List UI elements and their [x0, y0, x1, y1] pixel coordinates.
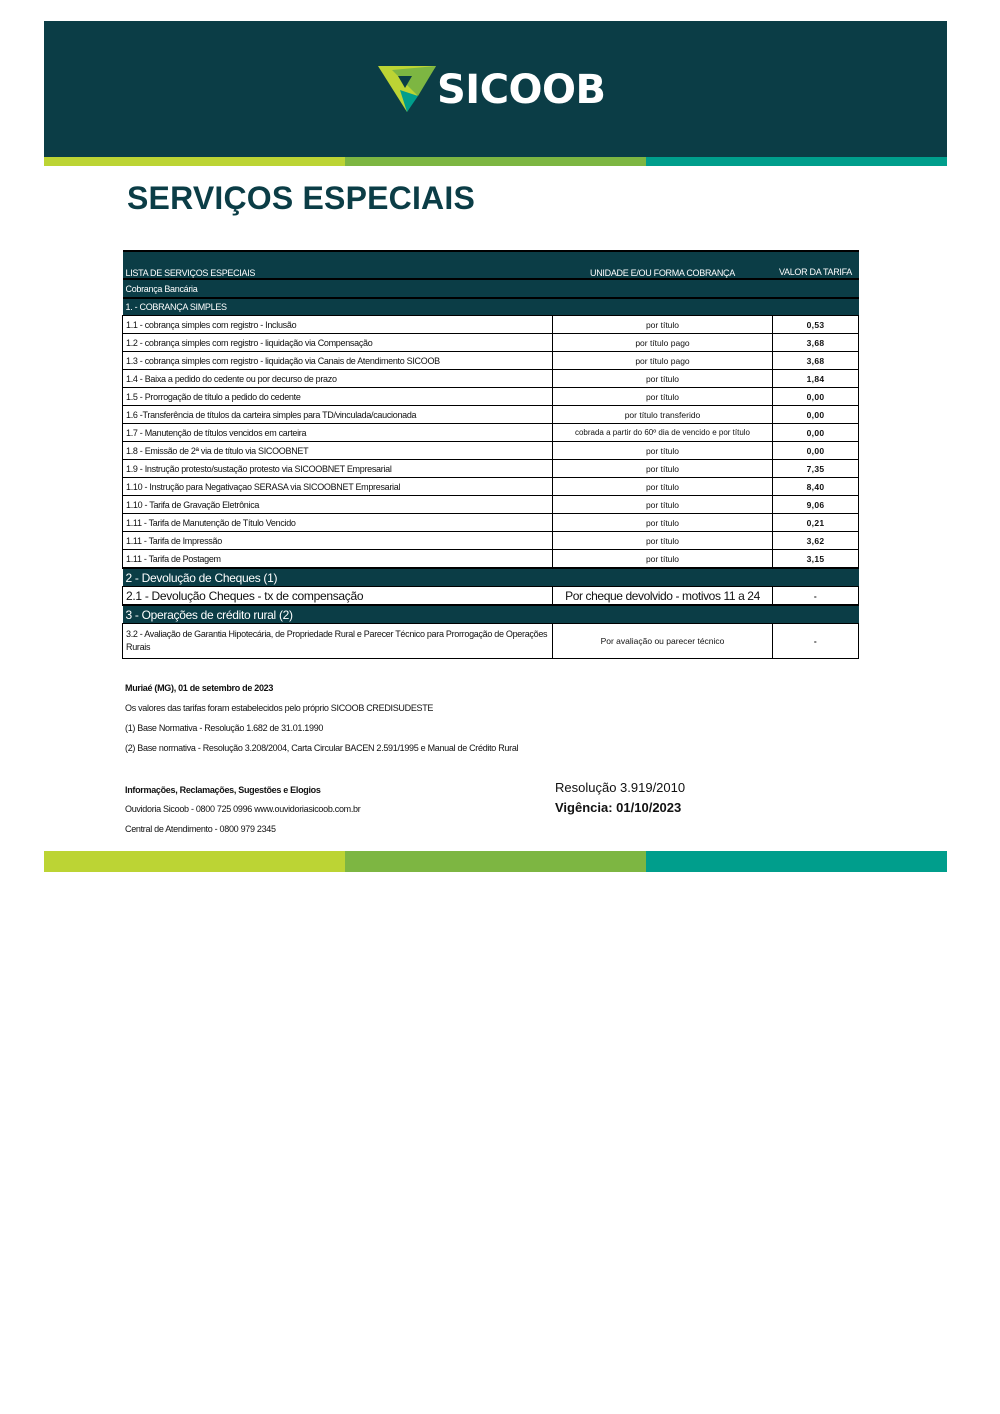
bottom-color-stripe — [44, 851, 947, 872]
section-label: 3 - Operações de crédito rural (2) — [123, 605, 859, 624]
service-cell: 1.1 - cobrança simples com registro - Inclusão — [123, 316, 553, 334]
table-row — [123, 406, 859, 424]
value-cell: 0,00 — [773, 406, 859, 424]
value-cell: 3,15 — [773, 550, 859, 569]
page-title: SERVIÇOS ESPECIAIS — [127, 180, 476, 216]
value-cell: 0,00 — [773, 424, 859, 442]
value-cell: - — [773, 587, 859, 606]
table-row — [123, 624, 859, 659]
resolution-text: Resolução 3.919/2010 — [555, 780, 686, 795]
value-cell: 1,84 — [773, 370, 859, 388]
unit-cell: por título — [553, 442, 773, 460]
value-cell: 0,00 — [773, 442, 859, 460]
table-row — [123, 532, 859, 550]
table-row — [123, 442, 859, 460]
unit-cell: Por avaliação ou parecer técnico — [553, 624, 773, 659]
value-cell: 0,21 — [773, 514, 859, 532]
table-row — [123, 478, 859, 496]
unit-cell: por título pago — [553, 352, 773, 370]
value-cell: 8,40 — [773, 478, 859, 496]
header-services: LISTA DE SERVIÇOS ESPECIAIS — [123, 251, 553, 279]
service-cell: 1.11 - Tarifa de Manutenção de Título Vencido — [123, 514, 553, 532]
ouvidoria-contact: Ouvidoria Sicoob - 0800 725 0996 www.ouvidoriasicoob.com.br — [125, 804, 361, 814]
validity-text: Vigência: 01/10/2023 — [555, 800, 682, 815]
table-row — [123, 460, 859, 478]
document-date: Muriaé (MG), 01 de setembro de 2023 — [125, 683, 274, 693]
value-cell: 7,35 — [773, 460, 859, 478]
table-row — [123, 496, 859, 514]
brand-name: SICOOB — [437, 67, 606, 113]
service-cell: 1.9 - Instrução protesto/sustação protesto via SICOOBNET Empresarial — [123, 460, 553, 478]
value-cell: 9,06 — [773, 496, 859, 514]
note-line: Os valores das tarifas foram estabelecidos pelo próprio SICOOB CREDISUDESTE — [125, 703, 434, 713]
unit-cell: por título — [553, 478, 773, 496]
service-cell: 1.6 -Transferência de títulos da carteira simples para TD/vinculada/caucionada — [123, 406, 553, 424]
header-unit: UNIDADE E/OU FORMA COBRANÇA — [553, 251, 773, 279]
note-line: (1) Base Normativa - Resolução 1.682 de 31.01.1990 — [125, 723, 324, 733]
service-cell: 1.8 - Emissão de 2ª via de título via SICOOBNET — [123, 442, 553, 460]
table-row — [123, 424, 859, 442]
section-row — [123, 605, 859, 624]
service-cell: 1.3 - cobrança simples com registro - liquidação via Canais de Atendimento SICOOB — [123, 352, 553, 370]
service-cell: 1.4 - Baixa a pedido do cedente ou por decurso de prazo — [123, 370, 553, 388]
service-cell: 3.2 - Avaliação de Garantia Hipotecária, de Propriedade Rural e Parecer Técnico para Prorrogação de Operações Rurais — [123, 624, 553, 659]
value-cell: 0,53 — [773, 316, 859, 334]
table-row — [123, 334, 859, 352]
unit-cell: por título — [553, 316, 773, 334]
top-color-stripe — [44, 157, 947, 166]
unit-cell: por título — [553, 370, 773, 388]
service-cell: 1.5 - Prorrogação de título a pedido do cedente — [123, 388, 553, 406]
value-cell: 0,00 — [773, 388, 859, 406]
table-row — [123, 587, 859, 606]
value-cell: 3,68 — [773, 352, 859, 370]
tariff-table — [122, 250, 859, 659]
section-row — [123, 298, 859, 316]
category-label: Cobrança Bancária — [123, 279, 859, 298]
unit-cell: por título — [553, 460, 773, 478]
service-cell: 1.10 - Instrução para Negativaçao SERASA via SICOOBNET Empresarial — [123, 478, 553, 496]
table-row — [123, 388, 859, 406]
table-row — [123, 550, 859, 569]
section-label: 2 - Devolução de Cheques (1) — [123, 568, 859, 587]
table-header — [123, 251, 859, 279]
central-contact: Central de Atendimento - 0800 979 2345 — [125, 824, 276, 834]
section-label: 1. - COBRANÇA SIMPLES — [123, 298, 859, 316]
note-line: (2) Base normativa - Resolução 3.208/2004, Carta Circular BACEN 2.591/1995 e Manual de Crédito Rural — [125, 743, 519, 753]
unit-cell: por título — [553, 514, 773, 532]
header-value: VALOR DA TARIFA — [773, 251, 859, 279]
table-row — [123, 514, 859, 532]
value-cell: 3,68 — [773, 334, 859, 352]
unit-cell: por título — [553, 388, 773, 406]
value-cell: 3,62 — [773, 532, 859, 550]
service-cell: 1.11 - Tarifa de Impressão — [123, 532, 553, 550]
contact-heading: Informações, Reclamações, Sugestões e Elogios — [125, 785, 321, 795]
unit-cell: por título — [553, 550, 773, 569]
table-row — [123, 352, 859, 370]
unit-cell: por título — [553, 496, 773, 514]
unit-cell: por título pago — [553, 334, 773, 352]
unit-cell: por título transferido — [553, 406, 773, 424]
section-row — [123, 568, 859, 587]
service-cell: 1.7 - Manutenção de títulos vencidos em carteira — [123, 424, 553, 442]
service-cell: 2.1 - Devolução Cheques - tx de compensação — [123, 587, 553, 606]
unit-cell: por título — [553, 532, 773, 550]
category-row — [123, 279, 859, 298]
unit-cell: cobrada a partir do 60º dia de vencido e por título — [553, 424, 773, 442]
service-cell: 1.2 - cobrança simples com registro - liquidação via Compensação — [123, 334, 553, 352]
service-cell: 1.11 - Tarifa de Postagem — [123, 550, 553, 569]
table-row — [123, 370, 859, 388]
value-cell: - — [773, 624, 859, 659]
table-row — [123, 316, 859, 334]
service-cell: 1.10 - Tarifa de Gravação Eletrônica — [123, 496, 553, 514]
unit-cell: Por cheque devolvido - motivos 11 a 24 — [553, 587, 773, 606]
